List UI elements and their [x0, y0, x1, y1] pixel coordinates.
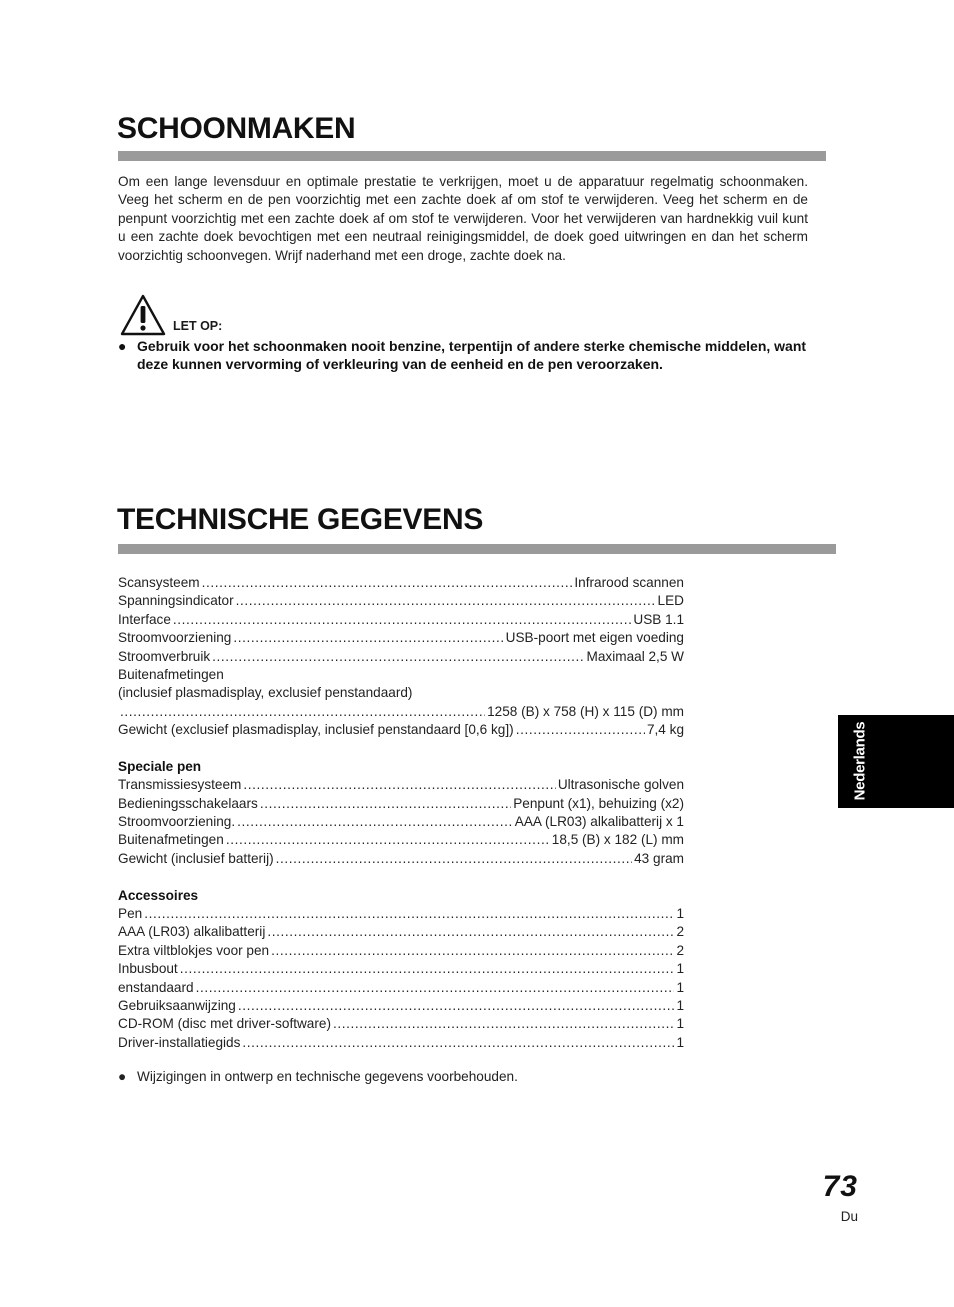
spec-row: Stroomvoorziening ..... USB-poort met eigen voeding — [118, 629, 684, 647]
language-side-tab-label: Nederlands — [851, 721, 869, 801]
accessory-row: AAA (LR03) alkalibatterij ..... 2 — [118, 923, 684, 941]
cleaning-paragraph: Om een lange levensduur en optimale prestatie te verkrijgen, moet u de apparatuur regelmatig schoonmaken. Veeg het scherm en de pen voorzichtig met een zachte doek af om stof te verwijderen. Veeg het scherm en de penpunt voorzichtig met een zachte doek af om stof te verwijderen. Voor het verwijderen van hardnekkig vuil kunt u een zachte doek bevochtigen met een neutraal reinigingsmiddel, de doek goed uitwringen en dan het scherm voorzichtig schoonvegen. Wrijf naderhand met een droge, zachte doek na. — [118, 174, 808, 263]
accessory-row: CD-ROM (disc met driver-software) ..... 1 — [118, 1015, 684, 1033]
specs-note-text: Wijzigingen in ontwerp en technische gegevens voorbehouden. — [137, 1069, 518, 1084]
spec-row: Stroomvoorziening. ..... AAA (LR03) alkalibatterij x 1 — [118, 813, 684, 831]
caution-text: Gebruik voor het schoonmaken nooit benzine, terpentijn of andere sterke chemische middelen, want deze kunnen vervorming of verkleuring van de eenheid en de pen veroorzaken. — [137, 338, 807, 373]
accessory-row: enstandaard ..... 1 — [118, 979, 684, 997]
specs-note — [118, 1068, 518, 1086]
accessory-row: Pen ..... 1 — [118, 905, 684, 923]
spec-row: Stroomverbruik ..... Maximaal 2,5 W — [118, 648, 684, 666]
dimensions-label: Buitenafmetingen — [118, 666, 224, 682]
spec-row: Bedieningsschakelaars ..... Penpunt (x1), behuizing (x2) — [118, 795, 684, 813]
caution-note — [118, 337, 818, 374]
spec-row: Gewicht (exclusief plasmadisplay, inclusief penstandaard [0,6 kg]) ..... 7,4 kg — [118, 721, 684, 739]
title-rule — [118, 151, 826, 161]
accessory-row: Inbusbout ..... 1 — [118, 960, 684, 978]
section-title-specs: TECHNISCHE GEGEVENS — [117, 503, 484, 536]
bullet-icon: ● — [118, 338, 127, 354]
spec-row: ..... 1258 (B) x 758 (H) x 115 (D) mm — [118, 703, 684, 721]
spec-row: Transmissiesysteem ..... Ultrasonische golven — [118, 776, 684, 794]
spec-row: Interface ..... USB 1.1 — [118, 611, 684, 629]
language-code: Du — [840, 1209, 858, 1224]
dimensions-note: (inclusief plasmadisplay, exclusief penstandaard) — [118, 685, 413, 701]
warning-triangle-icon — [120, 294, 166, 336]
section-title-cleaning: SCHOONMAKEN — [117, 112, 356, 145]
accessory-row: Extra viltblokjes voor pen ..... 2 — [118, 942, 684, 960]
spec-row: Gewicht (inclusief batterij) ..... 43 gram — [118, 850, 684, 868]
bullet-icon: ● — [118, 1069, 127, 1084]
accessory-row: Driver-installatiegids ..... 1 — [118, 1034, 684, 1052]
title-rule — [118, 544, 836, 554]
page-number: 73 — [822, 1170, 858, 1203]
specs-list — [118, 574, 684, 1052]
caution-label: LET OP: — [173, 319, 223, 333]
spec-row: Spanningsindicator ..... LED — [118, 592, 684, 610]
spec-row: Scansysteem ..... Infrarood scannen — [118, 574, 684, 592]
spec-row: Buitenafmetingen ..... 18,5 (B) x 182 (L) mm — [118, 831, 684, 849]
accessory-row: Gebruiksaanwijzing ..... 1 — [118, 997, 684, 1015]
pen-heading: Speciale pen — [118, 758, 202, 774]
accessories-heading: Accessoires — [118, 887, 199, 903]
